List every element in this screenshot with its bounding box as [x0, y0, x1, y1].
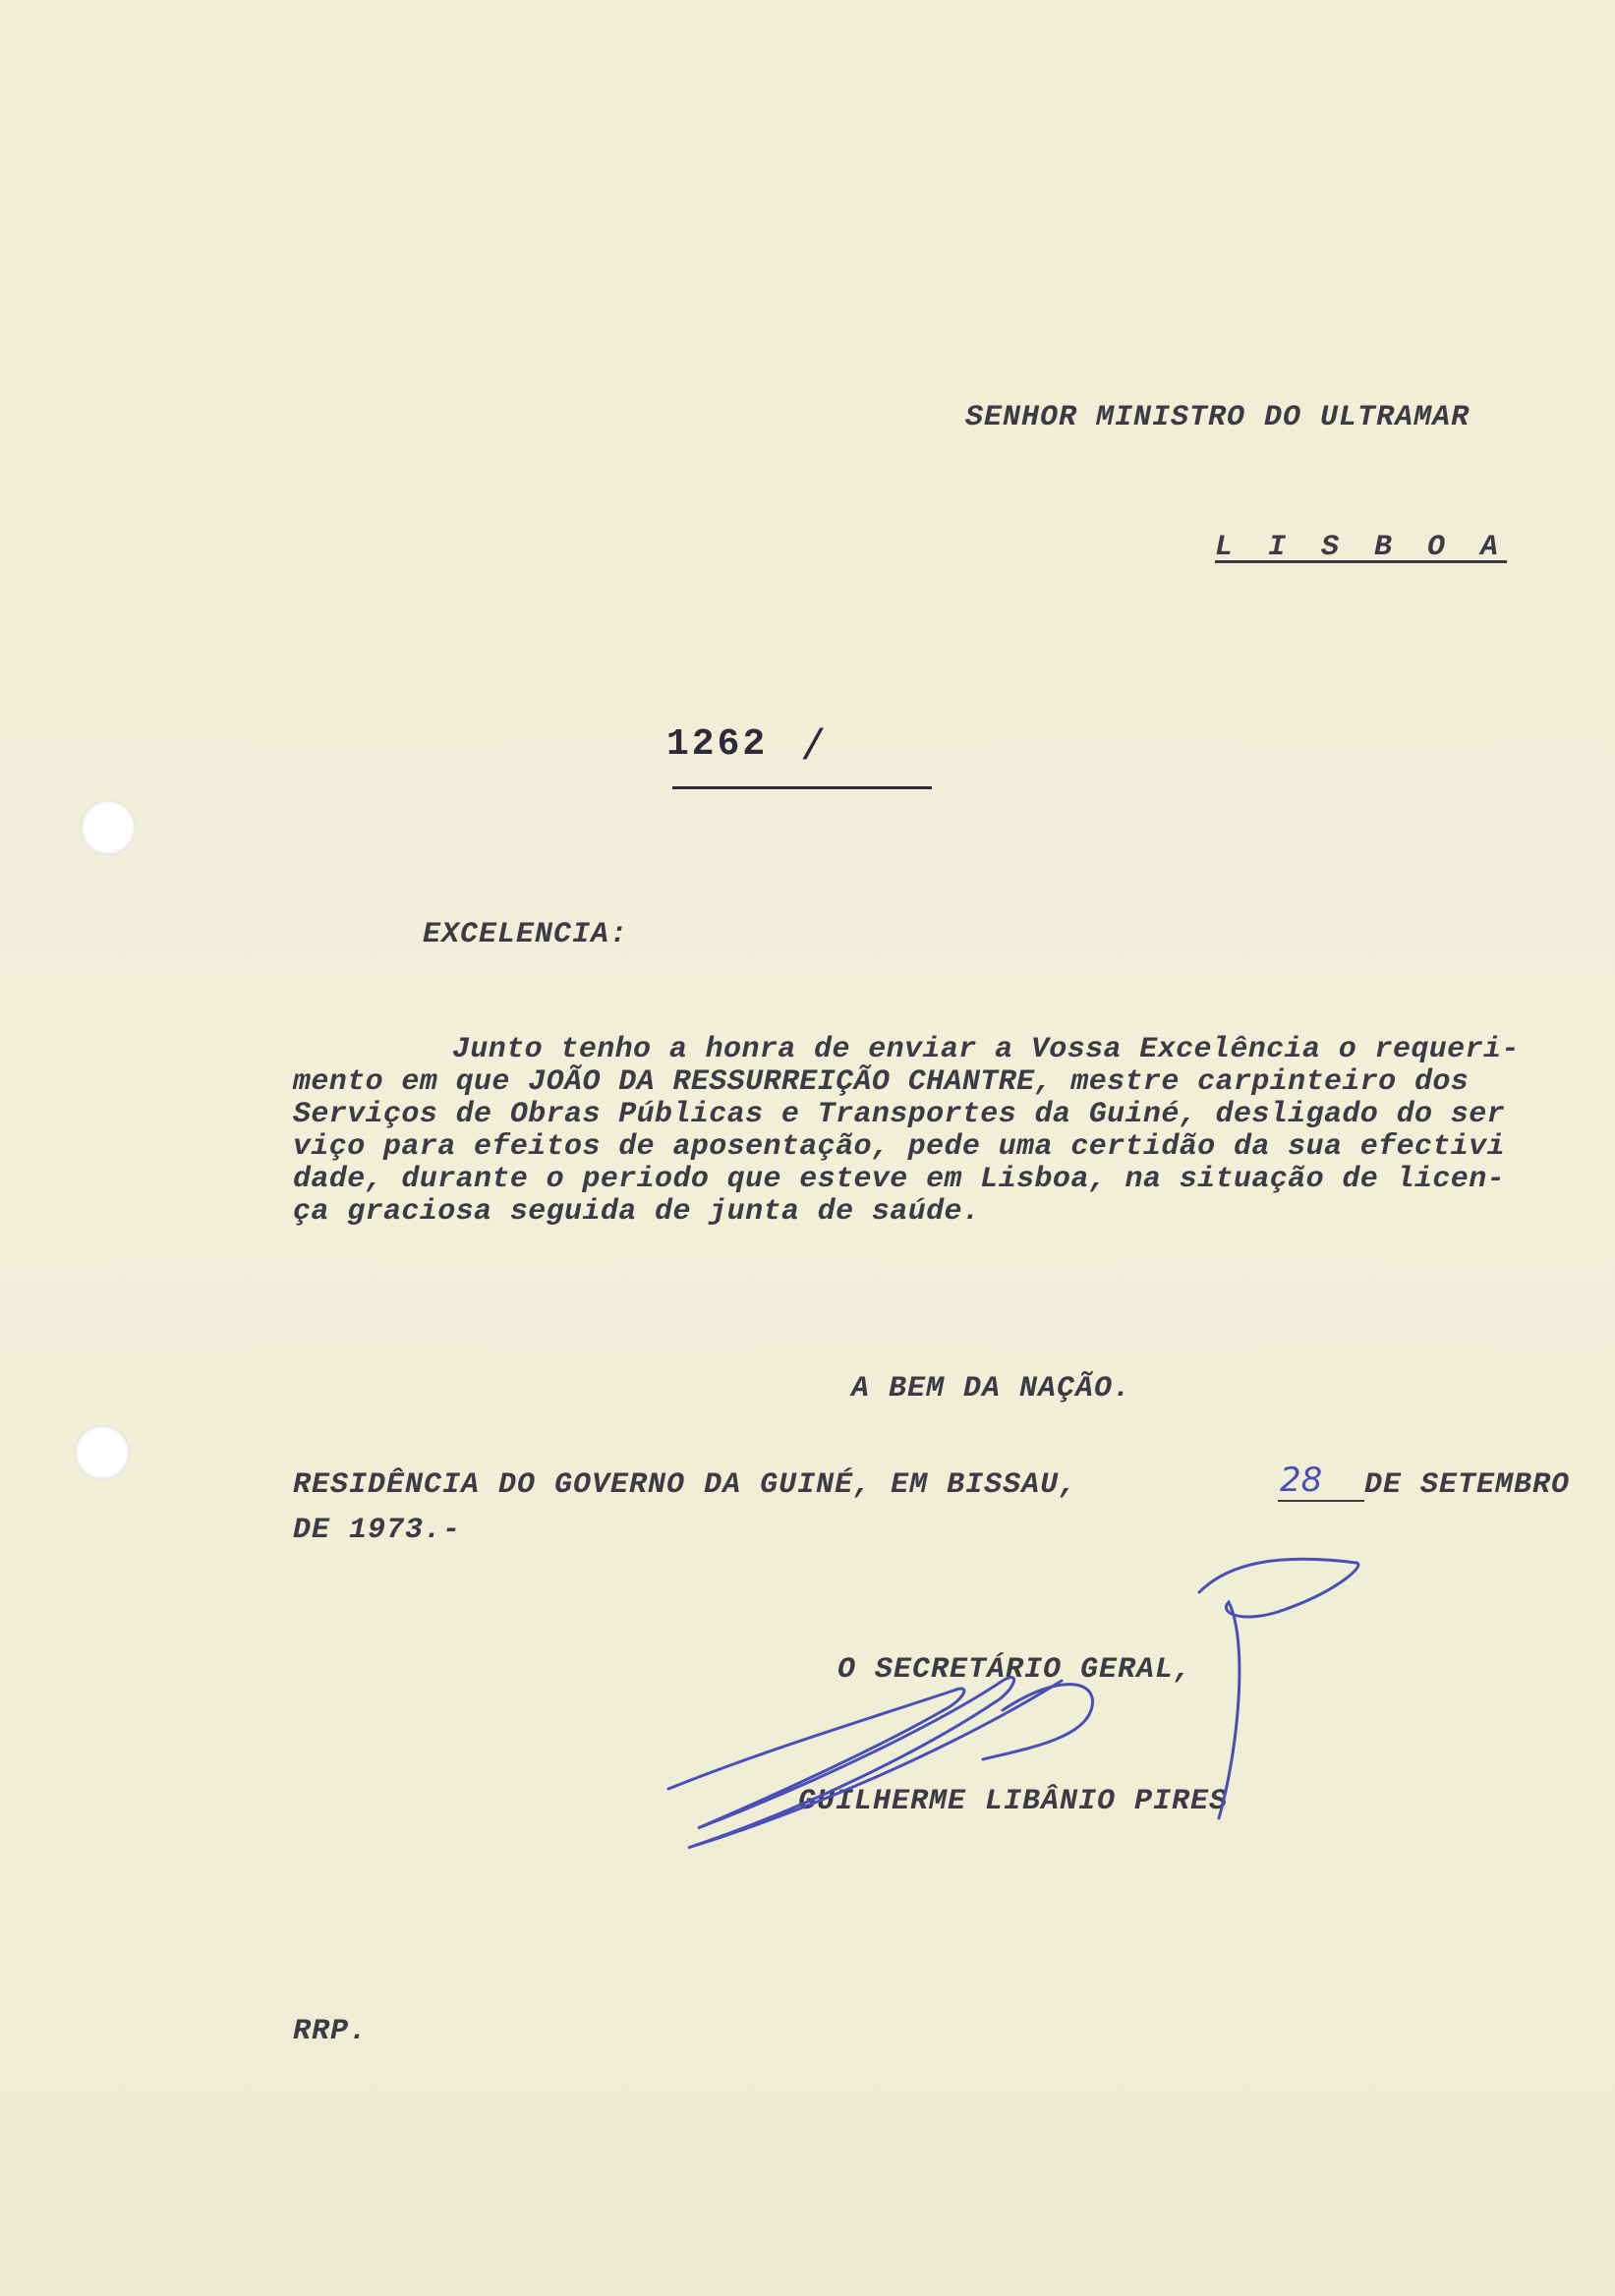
reference-underline-left — [672, 786, 810, 789]
body-line: mento em que JOÃO DA RESSURREIÇÃO CHANTRE, mestre carpinteiro dos — [293, 1065, 1470, 1099]
handwritten-signature — [649, 1553, 1396, 1877]
letter-body — [293, 1034, 1600, 1229]
signature-stroke — [668, 1678, 1062, 1848]
handwritten-day: 28 — [1280, 1461, 1323, 1500]
punch-hole-top — [81, 800, 136, 855]
date-month: DE SETEMBRO — [1364, 1468, 1571, 1502]
day-underline — [1278, 1500, 1364, 1502]
closing-formula: A BEM DA NAÇÃO. — [851, 1372, 1132, 1406]
city: L I S B O A — [1215, 531, 1508, 564]
body-line: dade, durante o periodo que esteve em Lisboa, na situação de licen- — [293, 1163, 1505, 1196]
body-line: Junto tenho a honra de enviar a Vossa Excelência o requeri- — [452, 1033, 1520, 1066]
salutation: EXCELENCIA: — [423, 918, 629, 951]
typist-initials: RRP. — [293, 2015, 369, 2048]
body-line: ça graciosa seguida de junta de saúde. — [293, 1195, 981, 1229]
punch-hole-bottom — [75, 1425, 130, 1480]
signer-title: O SECRETÁRIO GERAL, — [837, 1653, 1193, 1687]
signature-stroke — [1199, 1559, 1358, 1818]
body-line: viço para efeitos de aposentação, pede uma certidão da sua efectivi — [293, 1130, 1505, 1164]
date-year: DE 1973.- — [293, 1514, 462, 1547]
body-line: Serviços de Obras Públicas e Transportes da Guiné, desligado do ser — [293, 1098, 1505, 1131]
reference-slash: / — [800, 723, 827, 773]
signer-name: GUILHERME LIBÂNIO PIRES — [798, 1785, 1229, 1818]
reference-underline-right — [810, 786, 932, 789]
reference-number: 1262 — [666, 723, 769, 766]
addressee: SENHOR MINISTRO DO ULTRAMAR — [965, 401, 1471, 434]
place-date: RESIDÊNCIA DO GOVERNO DA GUINÉ, EM BISSAU, — [293, 1468, 1078, 1502]
